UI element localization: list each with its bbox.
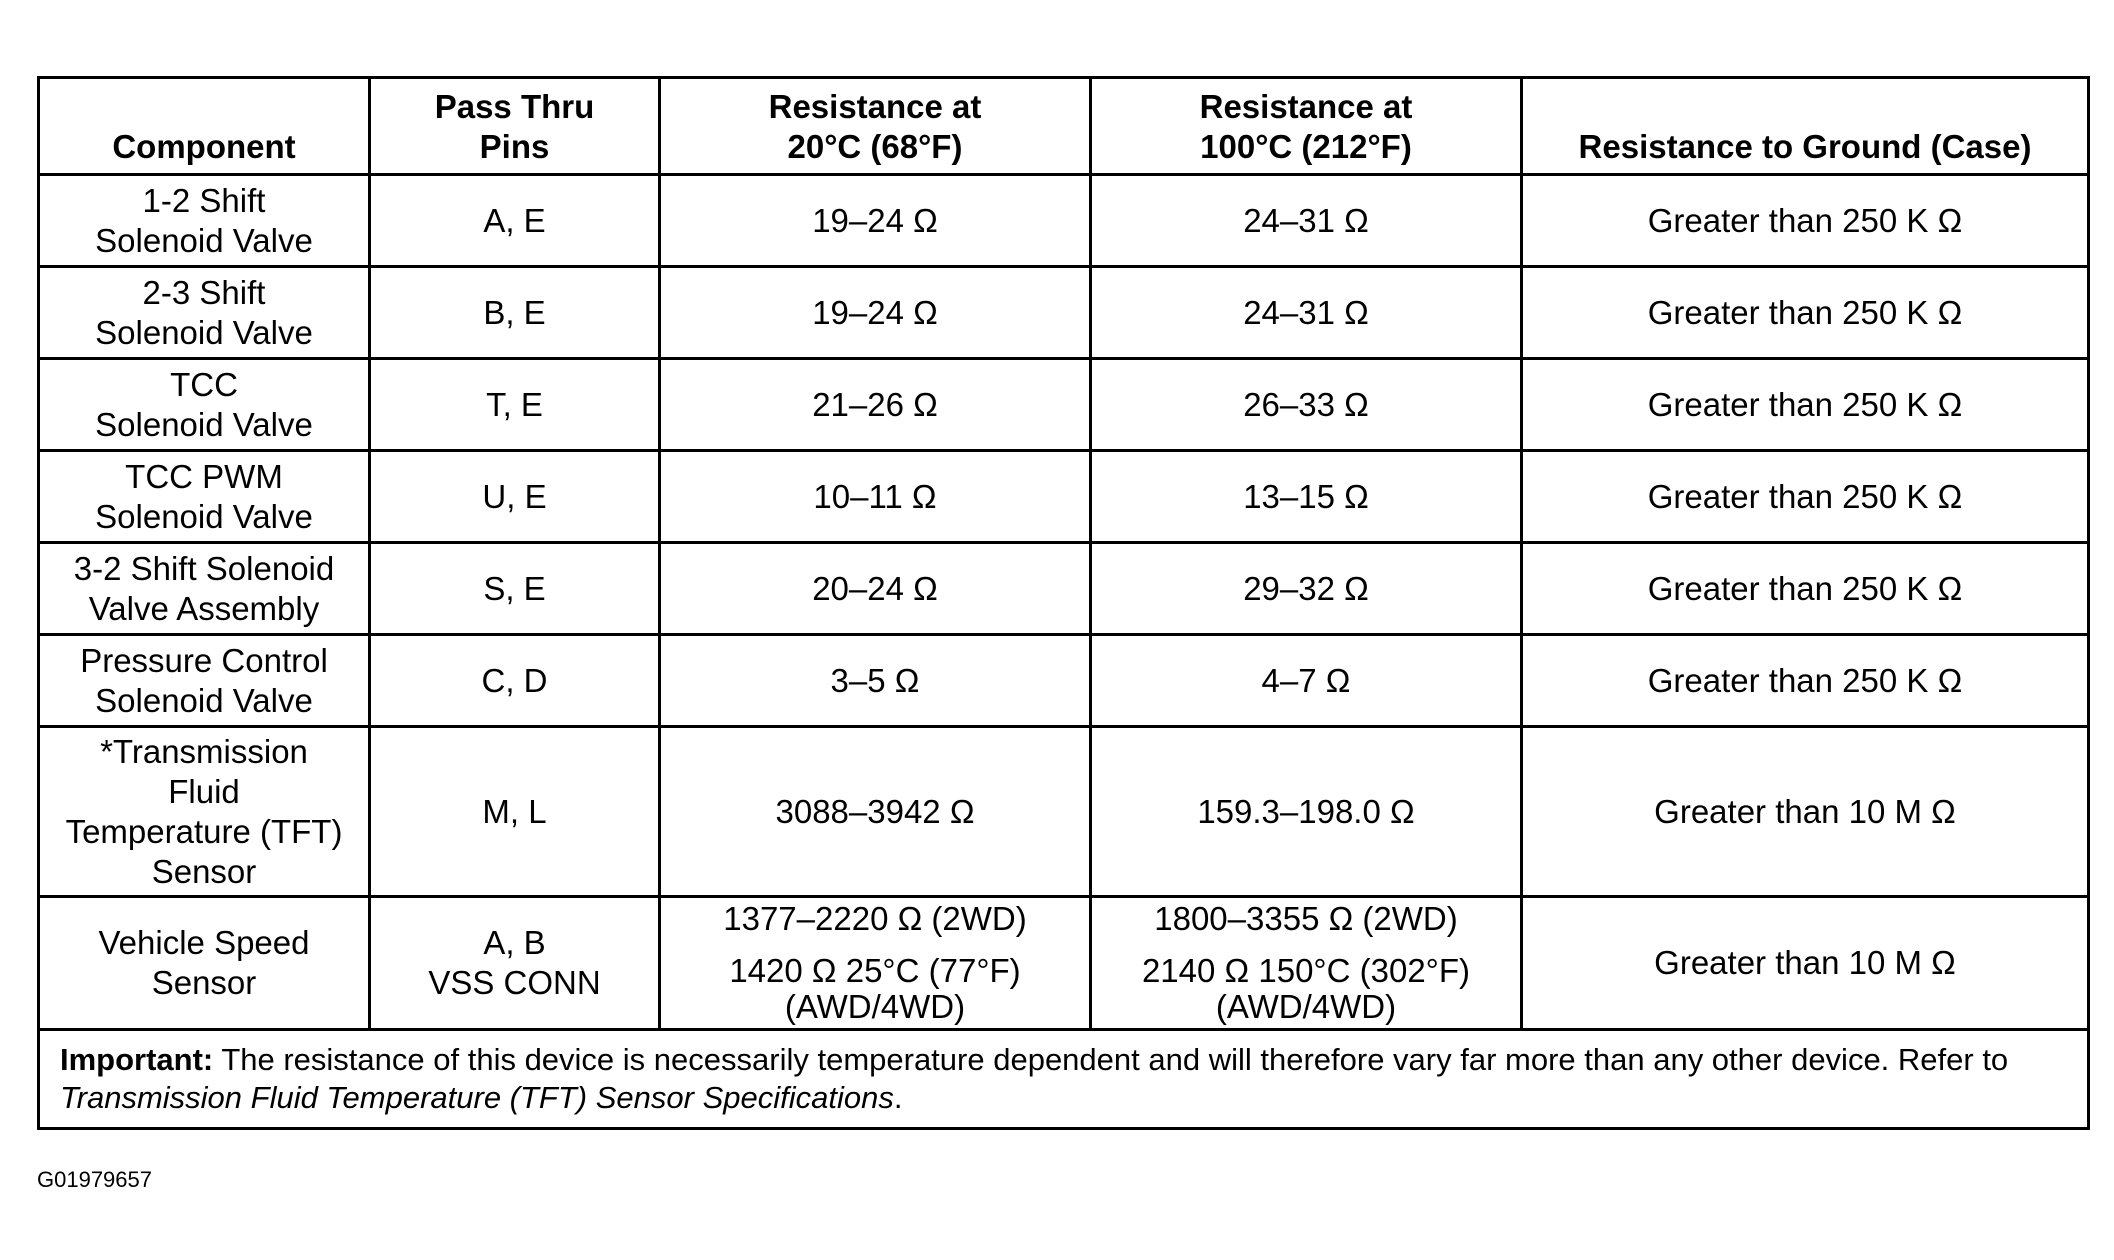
- cell-resistance-20c: 19–24 Ω: [660, 175, 1091, 267]
- cell-resistance-100c: 24–31 Ω: [1091, 175, 1522, 267]
- header-resistance-to-ground: Resistance to Ground (Case): [1522, 78, 2089, 175]
- cell-resistance-20c: 20–24 Ω: [660, 543, 1091, 635]
- cell-resistance-100c: 26–33 Ω: [1091, 359, 1522, 451]
- cell-resistance-to-ground: Greater than 250 K Ω: [1522, 175, 2089, 267]
- cell-pins: A, E: [370, 175, 660, 267]
- cell-pins: S, E: [370, 543, 660, 635]
- cell-resistance-100c: 159.3–198.0 Ω: [1091, 727, 1522, 897]
- cell-pins: C, D: [370, 635, 660, 727]
- cell-resistance-20c: 10–11 Ω: [660, 451, 1091, 543]
- header-resistance-100c: Resistance at 100°C (212°F): [1091, 78, 1522, 175]
- note-label: Important:: [60, 1042, 214, 1077]
- spec-sheet: [37, 76, 2087, 1130]
- cell-component: Pressure Control Solenoid Valve: [39, 635, 370, 727]
- table-row-vehicle-speed-sensor: [39, 897, 2089, 1030]
- cell-component: 1-2 Shift Solenoid Valve: [39, 175, 370, 267]
- cell-resistance-20c: 3–5 Ω: [660, 635, 1091, 727]
- important-note-row: [39, 1030, 2089, 1129]
- header-pass-thru-pins: Pass Thru Pins: [370, 78, 660, 175]
- cell-component: 2-3 Shift Solenoid Valve: [39, 267, 370, 359]
- table-row: [39, 359, 2089, 451]
- header-resistance-20c: Resistance at 20°C (68°F): [660, 78, 1091, 175]
- table-row: [39, 543, 2089, 635]
- table-row: [39, 267, 2089, 359]
- table-row: [39, 635, 2089, 727]
- table-row: [39, 451, 2089, 543]
- cell-resistance-100c: 29–32 Ω: [1091, 543, 1522, 635]
- cell-resistance-100c: 1800–3355 Ω (2WD) 2140 Ω 150°C (302°F) (AWD/4WD): [1091, 897, 1522, 1030]
- cell-resistance-20c: 21–26 Ω: [660, 359, 1091, 451]
- cell-resistance-to-ground: Greater than 250 K Ω: [1522, 543, 2089, 635]
- note-reference: Transmission Fluid Temperature (TFT) Sensor Specifications: [60, 1080, 894, 1115]
- note-text: The resistance of this device is necessarily temperature dependent and will therefore vary far more than any other device. Refer to: [213, 1042, 2009, 1077]
- cell-resistance-20c: 19–24 Ω: [660, 267, 1091, 359]
- cell-pins: B, E: [370, 267, 660, 359]
- table-row: [39, 727, 2089, 897]
- cell-resistance-to-ground: Greater than 250 K Ω: [1522, 359, 2089, 451]
- cell-resistance-to-ground: Greater than 250 K Ω: [1522, 451, 2089, 543]
- cell-component: Vehicle Speed Sensor: [39, 897, 370, 1030]
- cell-resistance-to-ground: Greater than 250 K Ω: [1522, 267, 2089, 359]
- table-body: [39, 175, 2089, 1129]
- cell-pins: M, L: [370, 727, 660, 897]
- cell-resistance-100c: 4–7 Ω: [1091, 635, 1522, 727]
- resistance-table: [37, 76, 2090, 1130]
- cell-resistance-20c: 3088–3942 Ω: [660, 727, 1091, 897]
- cell-pins: A, B VSS CONN: [370, 897, 660, 1030]
- cell-component: TCC Solenoid Valve: [39, 359, 370, 451]
- cell-resistance-20c: 1377–2220 Ω (2WD) 1420 Ω 25°C (77°F) (AWD/4WD): [660, 897, 1091, 1030]
- cell-resistance-100c: 24–31 Ω: [1091, 267, 1522, 359]
- cell-resistance-to-ground: Greater than 10 M Ω: [1522, 897, 2089, 1030]
- table-row: [39, 175, 2089, 267]
- cell-component: 3-2 Shift Solenoid Valve Assembly: [39, 543, 370, 635]
- header-row: [39, 78, 2089, 175]
- cell-resistance-to-ground: Greater than 250 K Ω: [1522, 635, 2089, 727]
- figure-id: G01979657: [37, 1167, 152, 1192]
- cell-resistance-100c: 13–15 Ω: [1091, 451, 1522, 543]
- cell-pins: T, E: [370, 359, 660, 451]
- cell-pins: U, E: [370, 451, 660, 543]
- cell-resistance-to-ground: Greater than 10 M Ω: [1522, 727, 2089, 897]
- header-component: Component: [39, 78, 370, 175]
- note-end: .: [893, 1080, 903, 1115]
- important-note: [39, 1030, 2089, 1129]
- cell-component: TCC PWM Solenoid Valve: [39, 451, 370, 543]
- cell-component: *Transmission Fluid Temperature (TFT) Sensor: [39, 727, 370, 897]
